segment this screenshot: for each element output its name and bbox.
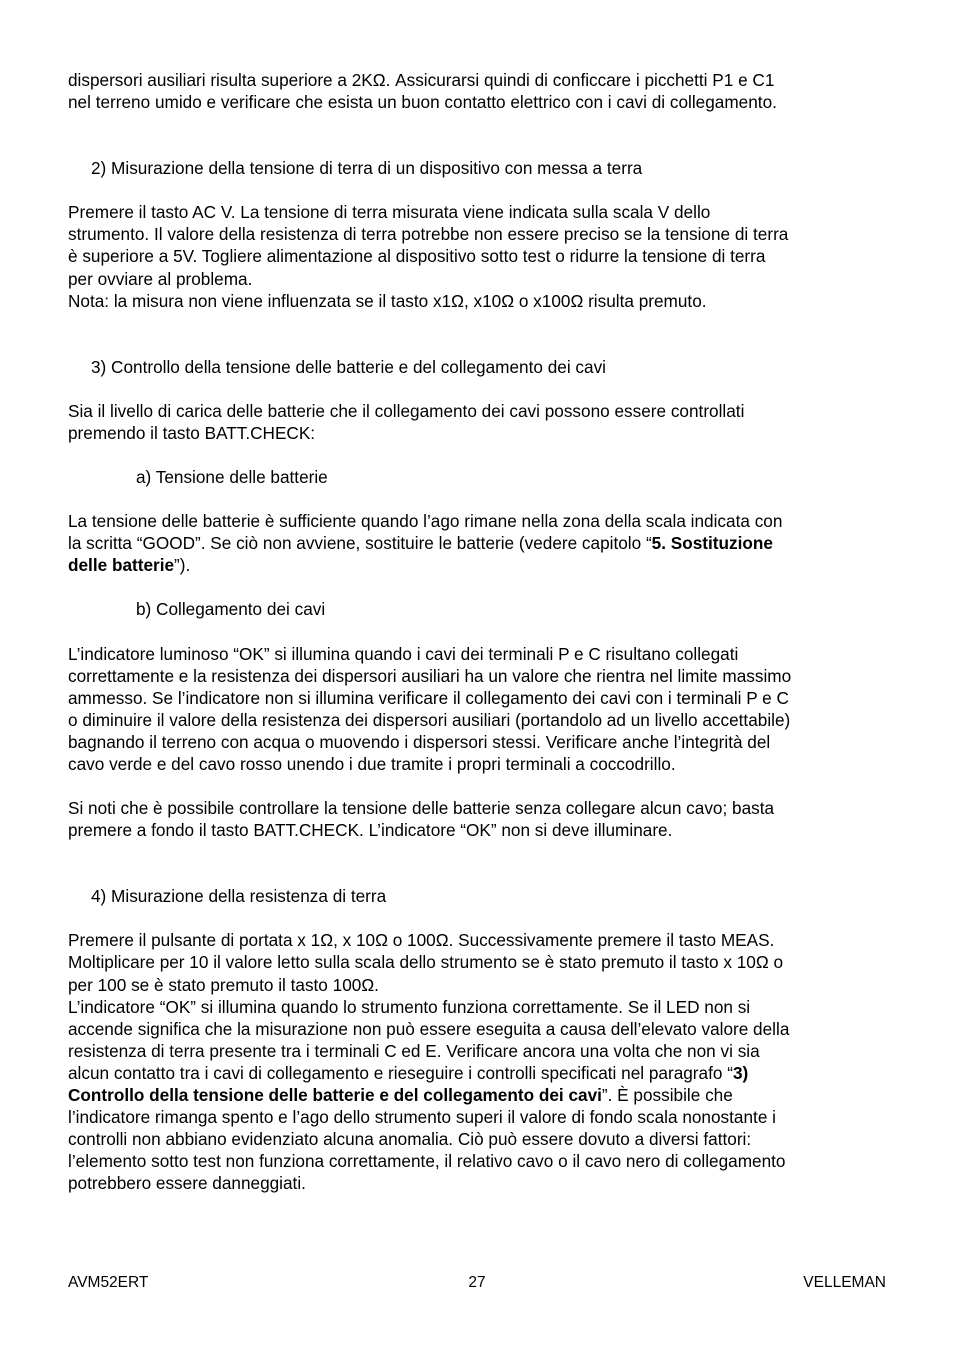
text-line: dispersori ausiliari risulta superiore a 2KΩ. Assicurarsi quindi di conficcare i picchetti P1 e C1 [68, 70, 775, 90]
text-span: ”). [174, 555, 191, 576]
text-line: premere a fondo il tasto BATT.CHECK. L’indicatore “OK” non si deve illuminare. [68, 820, 673, 841]
text-line: Sia il livello di carica delle batterie che il collegamento dei cavi possono essere controllati [68, 400, 745, 421]
text-line [68, 1084, 886, 1106]
text-line: o diminuire il valore della resistenza dei dispersori ausiliari (portandolo ad un livello accettabile) [68, 709, 791, 730]
text-line [68, 554, 886, 576]
subsection-a-heading: a) Tensione delle batterie [136, 467, 328, 488]
page-content [68, 69, 886, 1194]
text-line: Moltiplicare per 10 il valore letto sulla scala dello strumento se è stato premuto il tasto x 10Ω o [68, 952, 784, 973]
text-line: Premere il tasto AC V. La tensione di terra misurata viene indicata sulla scala V dello [68, 202, 711, 223]
text-line: Si noti che è possibile controllare la tensione delle batterie senza collegare alcun cavo; basta [68, 798, 775, 819]
text-line: cavo verde e del cavo rosso unendo i due tramite i propri terminali a coccodrillo. [68, 753, 676, 774]
footer-brand: VELLEMAN [803, 1274, 886, 1291]
text-span: la scritta “GOOD”. Se ciò non avviene, sostituire le batterie (vedere capitolo “ [68, 533, 652, 554]
text-line [68, 1062, 886, 1084]
section-2-heading: 2) Misurazione della tensione di terra di un dispositivo con messa a terra [91, 158, 643, 179]
text-line [68, 532, 886, 554]
subsection-b-heading: b) Collegamento dei cavi [136, 599, 326, 620]
section-4-heading: 4) Misurazione della resistenza di terra [91, 886, 387, 907]
text-line: strumento. Il valore della resistenza di terra potrebbe non essere preciso se la tensione di terra [68, 224, 789, 245]
text-span: ”. È possibile che [601, 1085, 733, 1105]
section-reference: 3) [732, 1062, 749, 1083]
intro-paragraph [68, 69, 886, 113]
text-line: accende significa che la misurazione non può essere eseguita a causa dell’elevato valore della [68, 1018, 790, 1039]
text-line: è superiore a 5V. Togliere alimentazione al dispositivo sotto test o ridurre la tensione di terra [68, 246, 766, 267]
text-line: ammesso. Se l’indicatore non si illumina verificare il collegamento dei cavi con i terminali P e C [68, 687, 789, 708]
text-line: per ovviare al problema. [68, 268, 253, 289]
footer-model: AVM52ERT [68, 1274, 149, 1291]
text-span: alcun contatto tra i cavi di collegamento e rieseguire i controlli specificati nel paragrafo “ [68, 1062, 733, 1083]
page-footer [68, 1272, 886, 1294]
text-line: nel terreno umido e verificare che esista un buon contatto elettrico con i cavi di collegamento. [68, 92, 777, 113]
chapter-reference: 5. Sostituzione [651, 533, 773, 554]
text-line: per 100 se è stato premuto il tasto 100Ω. [68, 974, 379, 995]
text-line: Premere il pulsante di portata x 1Ω, x 10Ω o 100Ω. Successivamente premere il tasto MEAS. [68, 930, 775, 951]
note-line: Nota: la misura non viene influenzata se il tasto x1Ω, x10Ω o x100Ω risulta premuto. [68, 290, 707, 311]
text-line: L’indicatore “OK” si illumina quando lo strumento funziona correttamente. Se il LED non si [68, 996, 751, 1017]
text-line: controlli non abbiano evidenziato alcuna anomalia. Ciò può essere dovuto a diversi fattori: [68, 1129, 752, 1150]
text-line: correttamente e la resistenza dei dispersori ausiliari ha un valore che rientra nel limite massimo [68, 665, 792, 686]
text-line: resistenza di terra presente tra i terminali C ed E. Verificare ancora una volta che non vi sia [68, 1040, 760, 1061]
text-line: L’indicatore luminoso “OK” si illumina quando i cavi dei terminali P e C risultano collegati [68, 643, 739, 664]
subsection-b-paragraph [68, 643, 886, 776]
text-line: l’indicatore rimanga spento e l’ago dello strumento superi il valore di fondo scala nonostante i [68, 1107, 776, 1128]
footer-page-number: 27 [468, 1274, 486, 1291]
section-2-paragraph [68, 201, 886, 311]
subsection-b-note [68, 797, 886, 841]
chapter-reference: delle batterie [68, 555, 175, 576]
text-line: bagnando il terreno con acqua o muovendo i dispersori stessi. Verificare anche l’integrità del [68, 731, 771, 752]
text-line: La tensione delle batterie è sufficiente quando l’ago rimane nella zona della scala indicata con [68, 511, 783, 532]
text-line: premendo il tasto BATT.CHECK: [68, 422, 316, 443]
section-3-intro [68, 400, 886, 444]
section-4-paragraph [68, 929, 886, 1194]
text-line: potrebbero essere danneggiati. [68, 1173, 306, 1194]
section-reference: Controllo della tensione delle batterie e del collegamento dei cavi [68, 1085, 602, 1105]
section-3-heading: 3) Controllo della tensione delle batterie e del collegamento dei cavi [91, 356, 606, 377]
subsection-a-paragraph [68, 510, 886, 576]
text-line: l’elemento sotto test non funziona correttamente, il relativo cavo o il cavo nero di collegamento [68, 1151, 786, 1172]
